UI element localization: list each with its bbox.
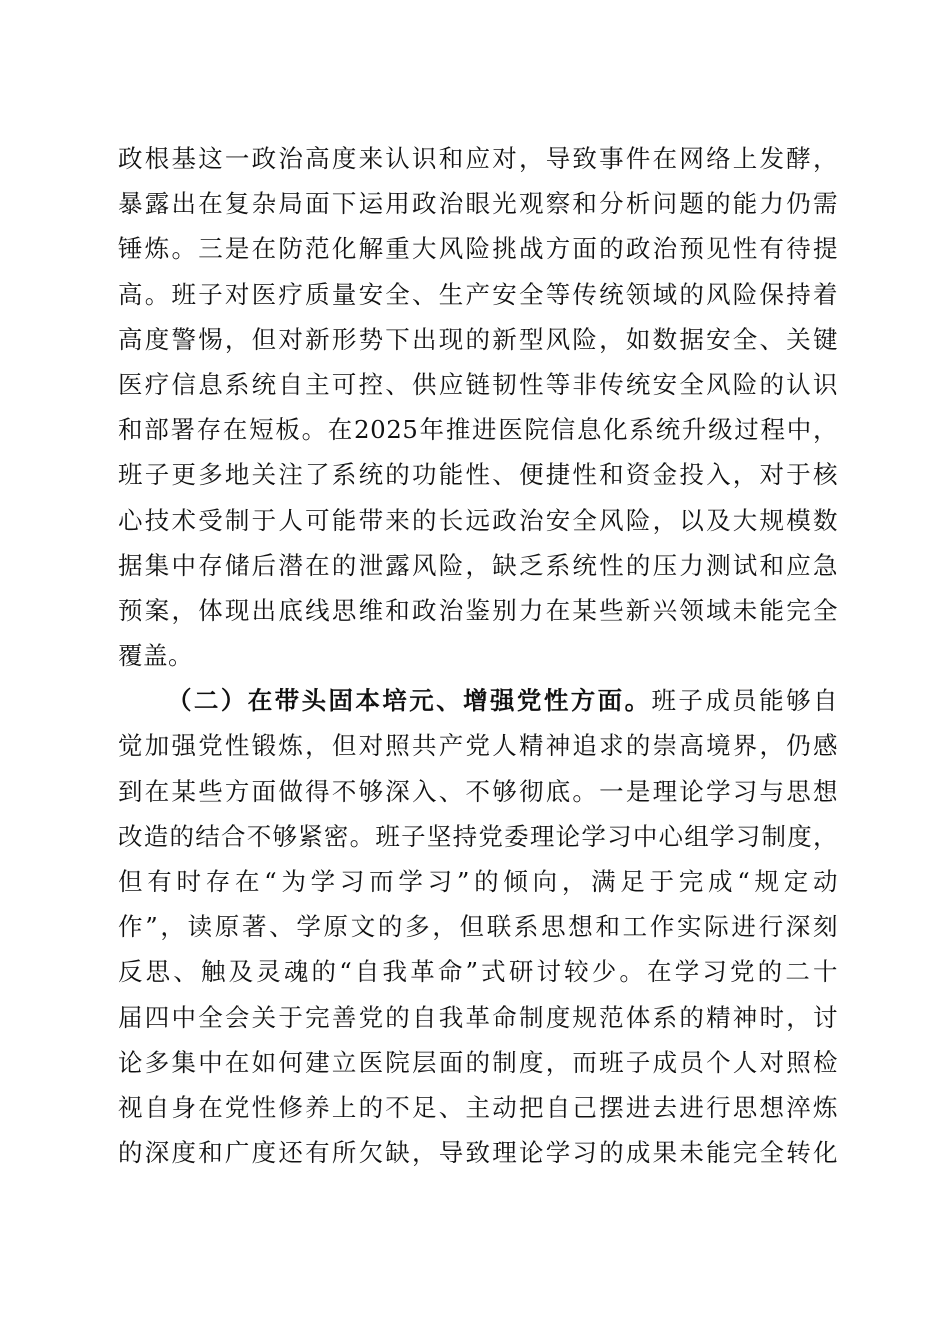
paragraph-line: 据集中存储后潜在的泄露风险，缺乏系统性的压力测试和应急 bbox=[118, 550, 838, 580]
document-body bbox=[118, 136, 838, 1175]
paragraph-line: 高度警惕，但对新形势下出现的新型风险，如数据安全、关键 bbox=[118, 324, 838, 354]
section-heading-rest: 班子成员能够自 bbox=[651, 686, 838, 716]
paragraph-line: 到在某些方面做得不够深入、不够彻底。一是理论学习与思想 bbox=[118, 776, 838, 806]
paragraph-line: 覆盖。 bbox=[118, 641, 193, 671]
paragraph-line: 改造的结合不够紧密。班子坚持党委理论学习中心组学习制度， bbox=[118, 821, 838, 851]
paragraph-line: 班子更多地关注了系统的功能性、便捷性和资金投入，对于核 bbox=[118, 460, 838, 490]
paragraph-line: 作”，读原著、学原文的多，但联系思想和工作实际进行深刻 bbox=[118, 912, 838, 942]
paragraph-line: 政根基这一政治高度来认识和应对，导致事件在网络上发酵， bbox=[118, 144, 838, 173]
section-heading-line bbox=[118, 678, 838, 723]
paragraph-line: 觉加强党性锻炼，但对照共产党人精神追求的崇高境界，仍感 bbox=[118, 731, 838, 761]
paragraph-line: 锤炼。三是在防范化解重大风险挑战方面的政治预见性有待提 bbox=[118, 234, 838, 264]
paragraph-line: 视自身在党性修养上的不足、主动把自己摆进去进行思想淬炼 bbox=[118, 1092, 838, 1122]
paragraph-line: 届四中全会关于完善党的自我革命制度规范体系的精神时，讨 bbox=[118, 1002, 838, 1032]
section-heading: （二）在带头固本培元、增强党性方面。 bbox=[167, 686, 652, 716]
paragraph-line: 反思、触及灵魂的“自我革命”式研讨较少。在学习党的二十 bbox=[118, 957, 838, 987]
paragraph-line: 预案，体现出底线思维和政治鉴别力在某些新兴领域未能完全 bbox=[118, 595, 838, 625]
paragraph-line: 但有时存在“为学习而学习”的倾向，满足于完成“规定动 bbox=[118, 867, 838, 896]
paragraph-line: 暴露出在复杂局面下运用政治眼光观察和分析问题的能力仍需 bbox=[118, 189, 838, 219]
paragraph-line: 高。班子对医疗质量安全、生产安全等传统领域的风险保持着 bbox=[118, 279, 838, 309]
paragraph-line: 论多集中在如何建立医院层面的制度，而班子成员个人对照检 bbox=[118, 1047, 838, 1077]
paragraph-line: 的深度和广度还有所欠缺，导致理论学习的成果未能完全转化 bbox=[118, 1138, 838, 1168]
paragraph-line: 医疗信息系统自主可控、供应链韧性等非传统安全风险的认识 bbox=[118, 369, 838, 399]
paragraph-line: 心技术受制于人可能带来的长远政治安全风险，以及大规模数 bbox=[118, 505, 838, 535]
paragraph-line: 和部署存在短板。在2025年推进医院信息化系统升级过程中， bbox=[118, 415, 838, 445]
